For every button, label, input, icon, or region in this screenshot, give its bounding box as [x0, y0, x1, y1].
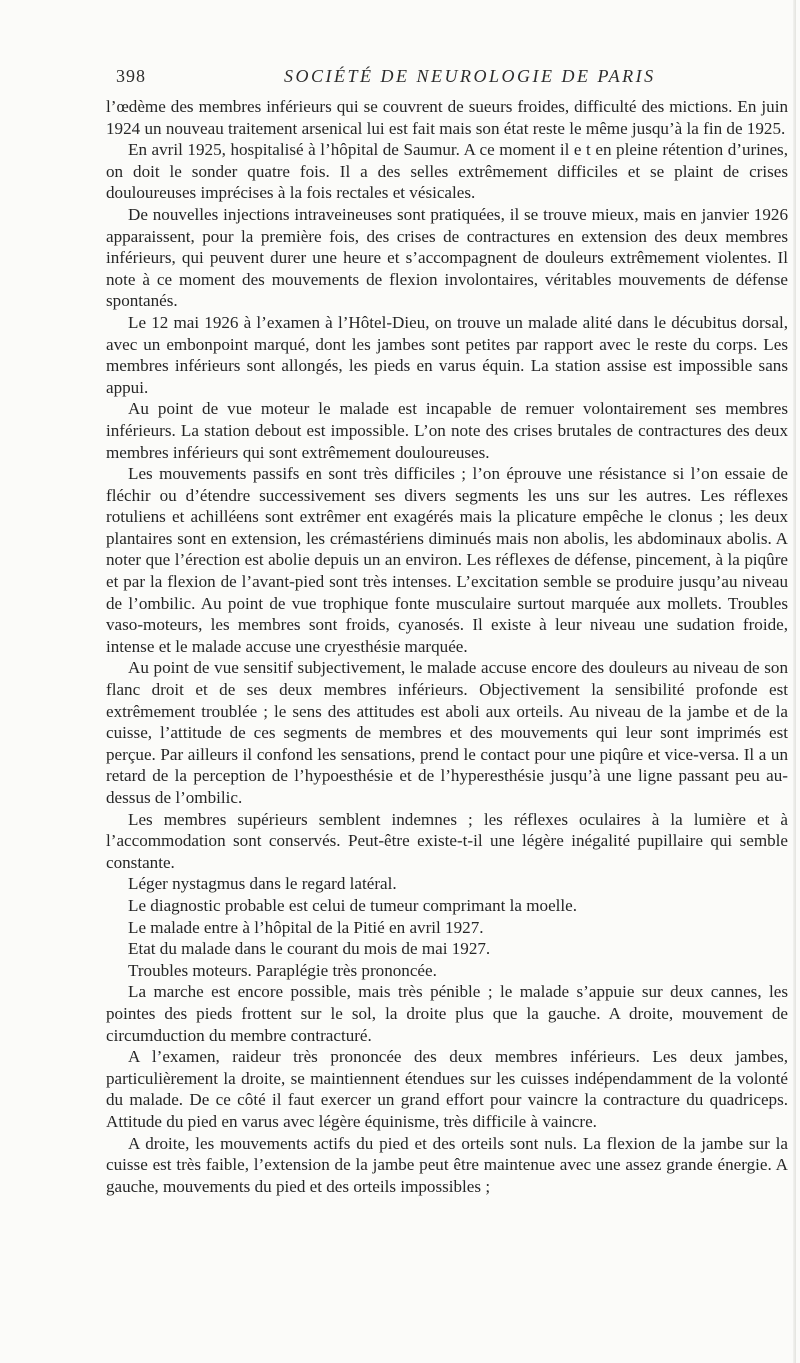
paragraph: A l’examen, raideur très prononcée des deux membres inférieurs. Les deux jambes, particulièrement la droite, se maintiennent étendues sur les cuisses indépendamment de la volonté du malade. De ce côté il faut exercer un grand effort pour vaincre la contracture du quadriceps. Attitude du pied en varus avec légère équinisme, très difficile à vaincre.	[106, 1047, 788, 1131]
paragraph: Léger nystagmus dans le regard latéral.	[128, 874, 397, 894]
paragraph: l’œdème des membres inférieurs qui se couvrent de sueurs froides, difficulté des mictions. En juin 1924 un nouveau traitement arsenical lui est fait mais son état reste le même jusqu’à la fin de 1925.	[106, 97, 788, 138]
paragraph: Les membres supérieurs semblent indemnes ; les réflexes oculaires à la lumière et à l’accommodation sont conservés. Peut-être existe-t-il une légère inégalité pupillaire qui semble constante.	[106, 809, 788, 872]
paragraph: Troubles moteurs. Paraplégie très prononcée.	[128, 960, 437, 980]
paragraph: Le malade entre à l’hôpital de la Pitié en avril 1927.	[128, 917, 484, 937]
paragraph: A droite, les mouvements actifs du pied et des orteils sont nuls. La flexion de la jambe sur la cuisse est très faible, l’extension de la jambe peut être maintenue avec une assez grande énergie. A gauche, mouvements du pied et des orteils impossibles ;	[106, 1133, 788, 1196]
paragraph: En avril 1925, hospitalisé à l’hôpital de Saumur. A ce moment il e t en pleine rétention d’urines, on doit le sonder quatre fois. Il a des selles extrêmement difficiles et se plaint de crises douloureuses imprécises à la fois rectales et vésicales.	[106, 140, 788, 203]
paragraph: Au point de vue moteur le malade est incapable de remuer volontairement ses membres inférieurs. La station debout est impossible. L’on note des crises brutales de contractures des deux membres inférieurs qui sont extrêmement douloureuses.	[106, 399, 788, 462]
paragraph: La marche est encore possible, mais très pénible ; le malade s’appuie sur deux cannes, les pointes des pieds frottent sur le sol, la droite plus que la gauche. A droite, mouvement de circumduction du membre contracturé.	[106, 982, 788, 1045]
paragraph: Le 12 mai 1926 à l’examen à l’Hôtel-Dieu, on trouve un malade alité dans le décubitus dorsal, avec un embonpoint marqué, dont les jambes sont petites par rapport avec le reste du corps. Les membres inférieurs sont allongés, les pieds en varus équin. La station assise est impossible sans appui.	[106, 312, 788, 397]
page-edge	[793, 0, 796, 1363]
running-head: SOCIÉTÉ DE NEUROLOGIE DE PARIS	[284, 66, 656, 86]
page-number: 398	[116, 66, 146, 86]
paragraph: Au point de vue sensitif subjectivement, le malade accuse encore des douleurs au niveau de son flanc droit et de ses deux membres inférieurs. Objectivement la sensibilité profonde est extrêmement troublée ; le sens des attitudes est aboli aux orteils. Au niveau de la jambe et de la cuisse, l’attitude de ces segments de membres et des mouvements qui leur sont imprimés est perçue. Par ailleurs il confond les sensations, prend le contact pour une piqûre et vice-versa. Il a un retard de la perception de l’hypoesthésie et de l’hyperesthésie jusqu’à une ligne passant peu au-dessus de l’ombilic.	[106, 658, 788, 807]
paragraph: Les mouvements passifs en sont très difficiles ; l’on éprouve une résistance si l’on essaie de fléchir ou d’étendre successivement ses divers segments les uns sur les autres. Les réflexes rotuliens et achilléens sont extrêmer ent exagérés mais la plicature empêche le clonus ; les deux plantaires sont en extension, les crémastériens diminués mais non abolis, les abdominaux abolis. A noter que l’érection est abolie depuis un an environ. Les réflexes de défense, pincement, à la piqûre et par la flexion de l’avant-pied sont très intenses. L’excitation semble se produire jusqu’au niveau de l’ombilic. Au point de vue trophique fonte musculaire surtout marquée aux mollets. Troubles vaso-moteurs, les membres sont froids, cyanosés. Il existe à leur niveau une sudation froide, intense et le malade accuse une cryesthésie marquée.	[106, 464, 788, 656]
body-text	[106, 96, 788, 1197]
page-header	[104, 62, 786, 92]
paragraph: De nouvelles injections intraveineuses sont pratiquées, il se trouve mieux, mais en janvier 1926 apparaissent, pour la première fois, des crises de contractures en extension des deux membres inférieurs, qui peuvent durer une heure et s’accompagnent de douleurs extrêmement violentes. Il note à ce moment des mouvements de flexion involontaires, véritables mouvements de défense spontanés.	[106, 204, 788, 311]
paragraph: Le diagnostic probable est celui de tumeur comprimant la moelle.	[128, 895, 578, 915]
paragraph: Etat du malade dans le courant du mois de mai 1927.	[128, 939, 491, 959]
